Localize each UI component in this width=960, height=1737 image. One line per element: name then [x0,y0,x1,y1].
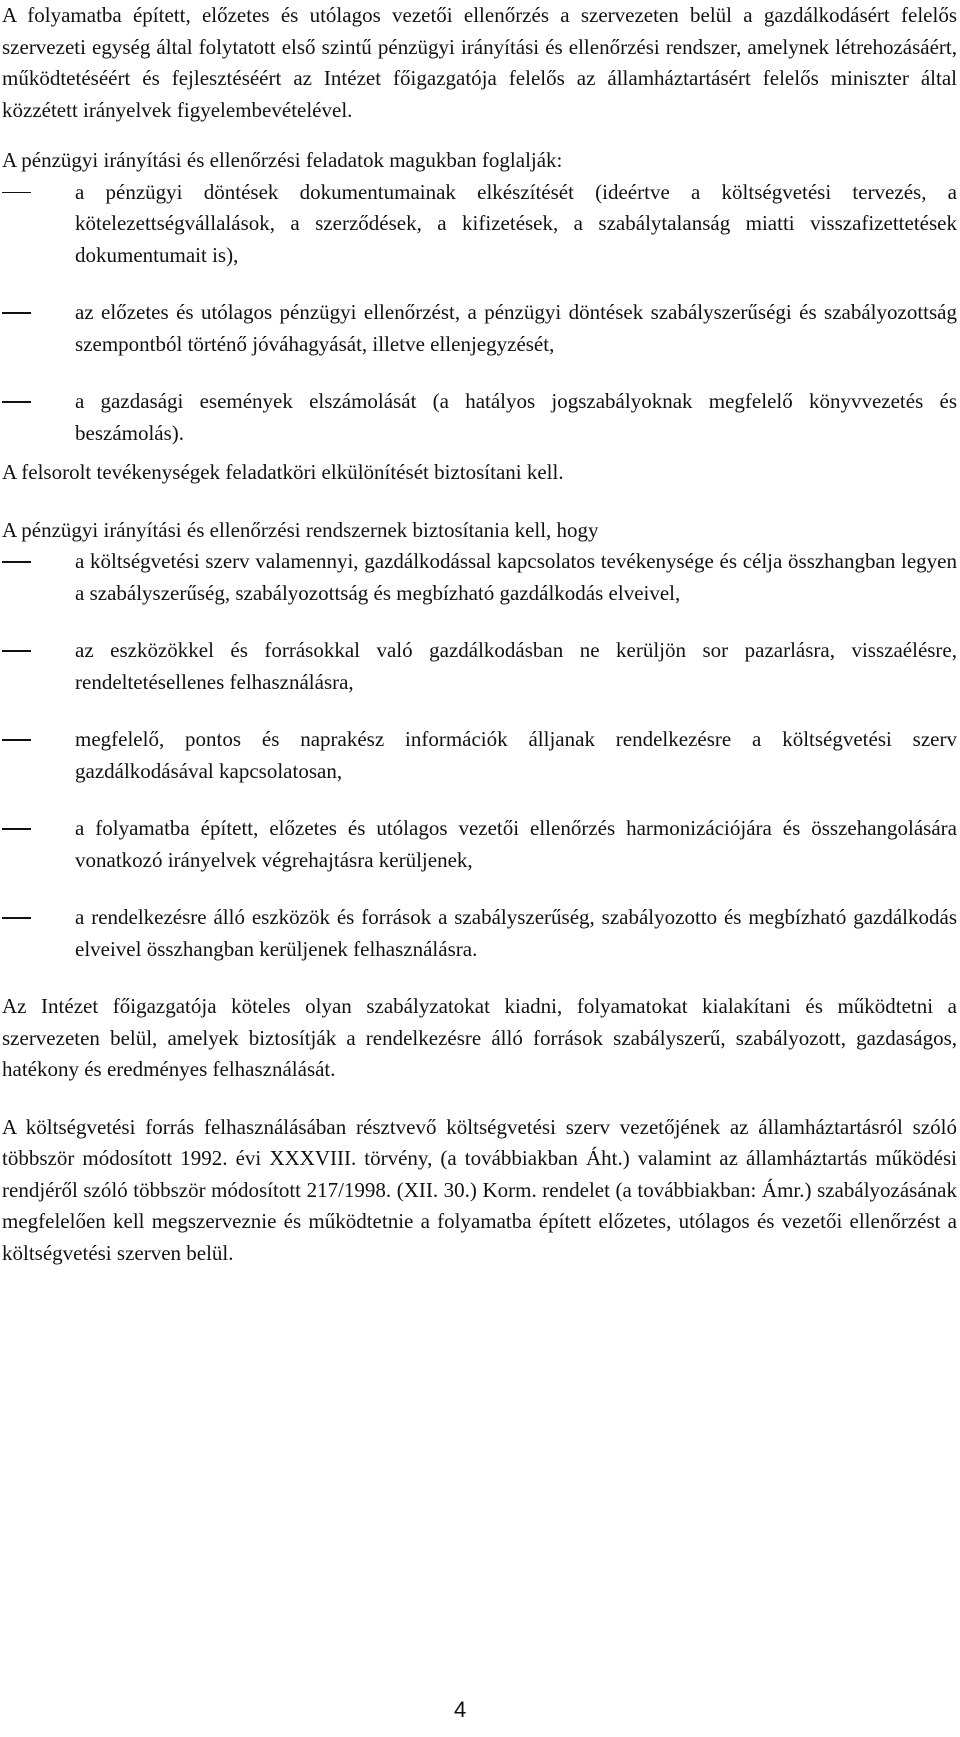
list-item-text: a pénzügyi döntések dokumentumainak elkészítését (ideértve a költségvetési tervezés, a kötelezettségvállalások, a szerződések, a kifizetések, a szabálytalanság miatti visszafizettetések dokumentumait is), [75,179,957,267]
list-item [2,724,957,787]
list-item-text: a folyamatba épített, előzetes és utólagos vezetői ellenőrzés harmonizációjára és összehangolására vonatkozó irányelvek végrehajtásra kerüljenek, [75,816,957,872]
dash-bullet-icon [2,312,31,314]
regulations-paragraph: Az Intézet főigazgatója köteles olyan szabályzatokat kiadni, folyamatokat kialakítani és működtetni a szervezeten belül, amelyek biztosítják a rendelkezésre álló források szabályszerű, szabályozott, gazdaságos, hatékony és eredményes felhasználását. [2,994,957,1081]
list-item-text: a gazdasági események elszámolását (a hatályos jogszabályoknak megfelelő könyvvezetés és beszámolás). [75,389,957,445]
list-item-text: az előzetes és utólagos pénzügyi ellenőrzést, a pénzügyi döntések szabályszerűségi és szabályozottság szempontból történő jóváhagyását, illetve ellenjegyzését, [75,300,957,356]
requirements-list [2,546,957,965]
list-item [2,546,957,609]
list-item-text: megfelelő, pontos és naprakész információk álljanak rendelkezésre a költségvetési szerv gazdálkodásával kapcsolatosan, [75,727,957,783]
list-item [2,902,957,965]
system-lead: A pénzügyi irányítási és ellenőrzési rendszernek biztosítania kell, hogy [2,517,599,542]
dash-bullet-icon [2,917,31,919]
dash-bullet-icon [2,192,31,194]
list-item [2,813,957,876]
list-item [2,386,957,449]
dash-bullet-icon [2,739,31,741]
dash-bullet-icon [2,401,31,403]
separation-sentence: A felsorolt tevékenységek feladatköri elkülönítését biztosítani kell. [2,460,564,484]
list-item [2,297,957,360]
law-paragraph: A költségvetési forrás felhasználásában résztvevő költségvetési szerv vezetőjének az államháztartásról szóló többször módosított 1992. évi XXXVIII. törvény, (a továbbiakban Áht.) valamint az államháztartás működési rendjéről szóló többször módosított 217/1998. (XII. 30.) Korm. rendelet (a továbbiakban: Ámr.) szabályozásának megfelelően kell megszerveznie és működtetnie a folyamatba épített előzetes, utólagos és vezetői ellenőrzést a költségvetési szerven belül. [2,1114,957,1265]
list-item-text: a költségvetési szerv valamennyi, gazdálkodással kapcsolatos tevékenysége és célja összhangban legyen a szabályszerűség, szabályozottság és megbízható gazdálkodás elveivel, [75,549,957,605]
dash-bullet-icon [2,650,31,652]
tasks-lead: A pénzügyi irányítási és ellenőrzési feladatok magukban foglalják: [2,148,563,172]
document-body [2,0,957,1269]
list-item [2,635,957,698]
list-item [2,177,957,272]
list-item-text: a rendelkezésre álló eszközök és források a szabályszerűség, szabályozotto és megbízható gazdálkodás elveivel összhangban kerüljenek felhasználásra. [75,905,957,961]
page-number: 4 [454,1697,467,1722]
tasks-list [2,177,957,450]
dash-bullet-icon [2,828,31,830]
list-item-text: az eszközökkel és forrásokkal való gazdálkodásban ne kerüljön sor pazarlásra, visszaélésre, rendeltetésellenes felhasználásra, [75,638,957,694]
intro-paragraph: A folyamatba épített, előzetes és utólagos vezetői ellenőrzés a szervezeten belül a gazdálkodásért felelős szervezeti egység által folytatott első szintű pénzügyi irányítási és ellenőrzési rendszer, amelynek létrehozásáért, működtetéséért és fejlesztéséért az Intézet főigazgatója felelős az államháztartásért felelős miniszter által közzétett irányelvek figyelembevételével. [2,3,957,122]
dash-bullet-icon [2,561,31,563]
